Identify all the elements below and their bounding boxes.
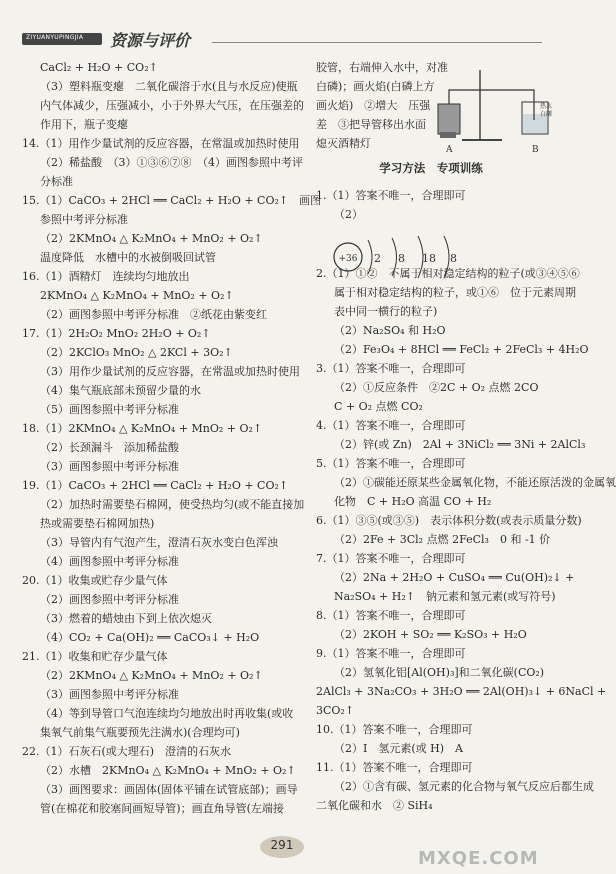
answer-line: Na₂SO₄ + H₂↑ 钠元素和氢元素(或写符号) bbox=[334, 590, 556, 603]
answer-line: 17.（1）2H₂O₂ MnO₂ 2H₂O + O₂↑ bbox=[22, 327, 211, 340]
answer-line: 22.（1）石灰石(或大理石) 澄清的石灰水 bbox=[22, 745, 232, 758]
answer-line: 3CO₂↑ bbox=[316, 704, 355, 717]
answer-line: 14.（1）用作少量试剂的反应容器，在常温或加热时使用 bbox=[22, 137, 300, 150]
answer-line: 15.（1）CaCO₃ + 2HCl ══ CaCl₂ + H₂O + CO₂↑ 画图 bbox=[22, 194, 322, 207]
answer-line: （4）画图参照中考评分标准 bbox=[40, 555, 179, 568]
answer-line: 表中同一横行的粒子) bbox=[334, 305, 438, 318]
answer-line: 4.（1）答案不唯一，合理即可 bbox=[316, 419, 466, 432]
shell-count: 8 bbox=[398, 252, 405, 265]
answer-line: 管(在棉花和胶塞间画短导管)；画直角导管(左端接 bbox=[40, 802, 284, 815]
answer-line: （2）水槽 2KMnO₄ △ K₂MnO₄ + MnO₂ + O₂↑ bbox=[40, 764, 296, 777]
shell-count: 8 bbox=[450, 252, 457, 265]
answer-line: （2）Na₂SO₄ 和 H₂O bbox=[334, 324, 446, 337]
answer-line: （2）2KMnO₄ △ K₂MnO₄ + MnO₂ + O₂↑ bbox=[40, 232, 263, 245]
left-column bbox=[22, 58, 322, 818]
answer-line: 21.（1）收集和贮存少量气体 bbox=[22, 650, 168, 663]
answer-line: 5.（1）答案不唯一，合理即可 bbox=[316, 457, 466, 470]
answer-line: （2）①反应条件 ②2C + O₂ 点燃 2CO bbox=[334, 381, 539, 394]
answer-line: （2）2KMnO₄ △ K₂MnO₄ + MnO₂ + O₂↑ bbox=[40, 669, 263, 682]
answer-line: （5）画图参照中考评分标准 bbox=[40, 403, 179, 416]
label-b: B bbox=[532, 145, 539, 155]
answer-line: 11.（1）答案不唯一，合理即可 bbox=[316, 761, 473, 774]
answer-line: 16.（1）酒精灯 连续均匀地放出 bbox=[22, 270, 190, 283]
answer-line: （2）Ⅰ 氢元素(或 H) A bbox=[334, 742, 463, 755]
answer-line: 2AlCl₃ + 3Na₂CO₃ + 3H₂O ══ 2Al(OH)₃↓ + 6NaCl + bbox=[316, 685, 607, 698]
answer-line: 1.（1）答案不唯一，合理即可 bbox=[316, 189, 466, 202]
answer-line: （2）画图参照中考评分标准 ②纸花由紫变红 bbox=[40, 308, 267, 321]
answer-line: 差 ③把导管移出水面 bbox=[316, 118, 426, 131]
flask bbox=[438, 104, 460, 134]
answer-line: 19.（1）CaCO₃ + 2HCl ══ CaCl₂ + H₂O + CO₂↑ bbox=[22, 479, 289, 492]
header-rule bbox=[212, 42, 542, 43]
label-a: A bbox=[446, 145, 453, 155]
lab-apparatus-figure bbox=[432, 60, 557, 155]
burner bbox=[440, 132, 456, 138]
answer-line: 20.（1）收集或贮存少量气体 bbox=[22, 574, 168, 587]
section-title: 学习方法 专项训练 bbox=[379, 161, 483, 175]
answer-line: （3）燃着的蜡烛由下到上依次熄灭 bbox=[40, 612, 212, 625]
answer-line: 二氧化碳和水 ② SiH₄ bbox=[316, 799, 433, 812]
answer-line: 参照中考评分标准 bbox=[40, 213, 128, 226]
answer-line: （4）集气瓶底部未预留少量的水 bbox=[40, 384, 201, 397]
answer-line: 胶管，右端伸入水中，对准 bbox=[316, 61, 448, 74]
answer-line: （2）稀盐酸 （3）①③⑥⑦⑧ （4）画图参照中考评 bbox=[40, 156, 303, 169]
atomic-structure-diagram bbox=[330, 234, 470, 280]
answer-line: （2）长颈漏斗 添加稀盐酸 bbox=[40, 441, 179, 454]
answer-line: 画火焰) ②增大 压强 bbox=[316, 99, 431, 112]
answer-line: （2）锌(或 Zn) 2Al + 3NiCl₂ ══ 3Ni + 2AlCl₃ bbox=[334, 438, 586, 451]
shell-count: 2 bbox=[374, 252, 381, 265]
answer-line: 3.（1）答案不唯一，合理即可 bbox=[316, 362, 466, 375]
electron-shell bbox=[368, 240, 372, 274]
answer-line: （2）①含有碳、氢元素的化合物与氧气反应后都生成 bbox=[334, 780, 594, 793]
answer-line: 2.（1）①② 不属于相对稳定结构的粒子(或③④⑤⑥ bbox=[316, 267, 580, 280]
answer-line: （3）画图参照中考评分标准 bbox=[40, 688, 179, 701]
answer-line: 作用下，瓶子变瘪 bbox=[40, 118, 128, 131]
label-phosphorus: 白磷 bbox=[540, 111, 553, 118]
nucleus-charge: +36 bbox=[338, 254, 358, 264]
header-title: 资源与评价 bbox=[110, 31, 191, 50]
page-number: 291 bbox=[270, 838, 294, 852]
electron-shell bbox=[392, 238, 397, 276]
shell-count: 18 bbox=[422, 252, 436, 265]
answer-line: 熄灭酒精灯 bbox=[316, 137, 371, 150]
answer-line: 2KMnO₄ △ K₂MnO₄ + MnO₂ + O₂↑ bbox=[40, 289, 234, 302]
answer-line: （3）塑料瓶变瘪 二氧化碳溶于水(且与水反应)使瓶 bbox=[40, 80, 298, 93]
answer-line: 7.（1）答案不唯一，合理即可 bbox=[316, 552, 466, 565]
answer-line: （2）氢氧化铝[Al(OH)₃]和二氧化碳(CO₂) bbox=[334, 666, 545, 679]
answer-line: （2） bbox=[334, 208, 363, 221]
answer-line: 分标准 bbox=[40, 175, 73, 188]
answer-line: C + O₂ 点燃 CO₂ bbox=[334, 400, 423, 413]
answer-line: 6.（1）③⑤(或③⑤) 表示体积分数(或表示质量分数) bbox=[316, 514, 582, 527]
electron-shell bbox=[444, 236, 449, 278]
answer-line: （2）加热时需要垫石棉网，使受热均匀(或不能直接加 bbox=[40, 498, 305, 511]
answer-line: 8.（1）答案不唯一，合理即可 bbox=[316, 609, 466, 622]
answer-line: （2）2KOH + SO₂ ══ K₂SO₃ + H₂O bbox=[334, 628, 527, 641]
answer-line: 18.（1）2KMnO₄ △ K₂MnO₄ + MnO₂ + O₂↑ bbox=[22, 422, 263, 435]
answer-line: 白磷)；画火焰(白磷上方 bbox=[316, 80, 435, 93]
watermark: MXQE.COM bbox=[418, 848, 539, 869]
page-header bbox=[22, 28, 542, 54]
answer-line: （3）画图参照中考评分标准 bbox=[40, 460, 179, 473]
answer-line: 化物 C + H₂O 高温 CO + H₂ bbox=[334, 495, 492, 508]
answer-line: （2）2Fe + 3Cl₂ 点燃 2FeCl₃ 0 和 -1 价 bbox=[334, 533, 551, 546]
answer-line: 10.（1）答案不唯一，合理即可 bbox=[316, 723, 473, 736]
answer-line: （2）Fe₃O₄ + 8HCl ══ FeCl₂ + 2FeCl₃ + 4H₂O bbox=[334, 343, 589, 356]
answer-line: （4）CO₂ + Ca(OH)₂ ══ CaCO₃↓ + H₂O bbox=[40, 631, 260, 644]
answer-line: （2）2KClO₃ MnO₂ △ 2KCl + 3O₂↑ bbox=[40, 346, 233, 359]
connecting-tube bbox=[449, 90, 492, 104]
answer-line: （3）用作少量试剂的反应容器，在常温或加热时使用 bbox=[40, 365, 300, 378]
answer-line: 属于相对稳定结构的粒子，或①⑥ 位于元素周期 bbox=[334, 286, 576, 299]
answer-line: （2）2Na + 2H₂O + CuSO₄ ══ Cu(OH)₂↓ + bbox=[334, 571, 575, 584]
answer-line: 集氧气前集气瓶要预先注满水)(合理均可) bbox=[40, 726, 240, 739]
answer-line: 热或需要垫石棉网加热) bbox=[40, 517, 155, 530]
answer-line: CaCl₂ + H₂O + CO₂↑ bbox=[40, 61, 158, 74]
answer-line: （2）画图参照中考评分标准 bbox=[40, 593, 179, 606]
answer-line: （3）导管内有气泡产生，澄清石灰水变白色浑浊 bbox=[40, 536, 278, 549]
answer-line: 内气体减少，压强减小，小于外界大气压，在压强差的 bbox=[40, 99, 304, 112]
answer-line: （2）①碳能还原某些金属氧化物，不能还原活泼的金属氧 bbox=[334, 476, 616, 489]
answer-line: 温度降低 水槽中的水被倒吸回试管 bbox=[40, 251, 216, 264]
label-hot-water: 热水 bbox=[540, 103, 553, 110]
answer-line: （3）画图要求：画固体(固体平铺在试管底部)；画导 bbox=[40, 783, 298, 796]
answer-line: （4）等到导管口气泡连续均匀地放出时再收集(或收 bbox=[40, 707, 294, 720]
answer-line: 9.（1）答案不唯一，合理即可 bbox=[316, 647, 466, 660]
header-english: ZIYUANYUPINGJIA bbox=[26, 34, 84, 41]
